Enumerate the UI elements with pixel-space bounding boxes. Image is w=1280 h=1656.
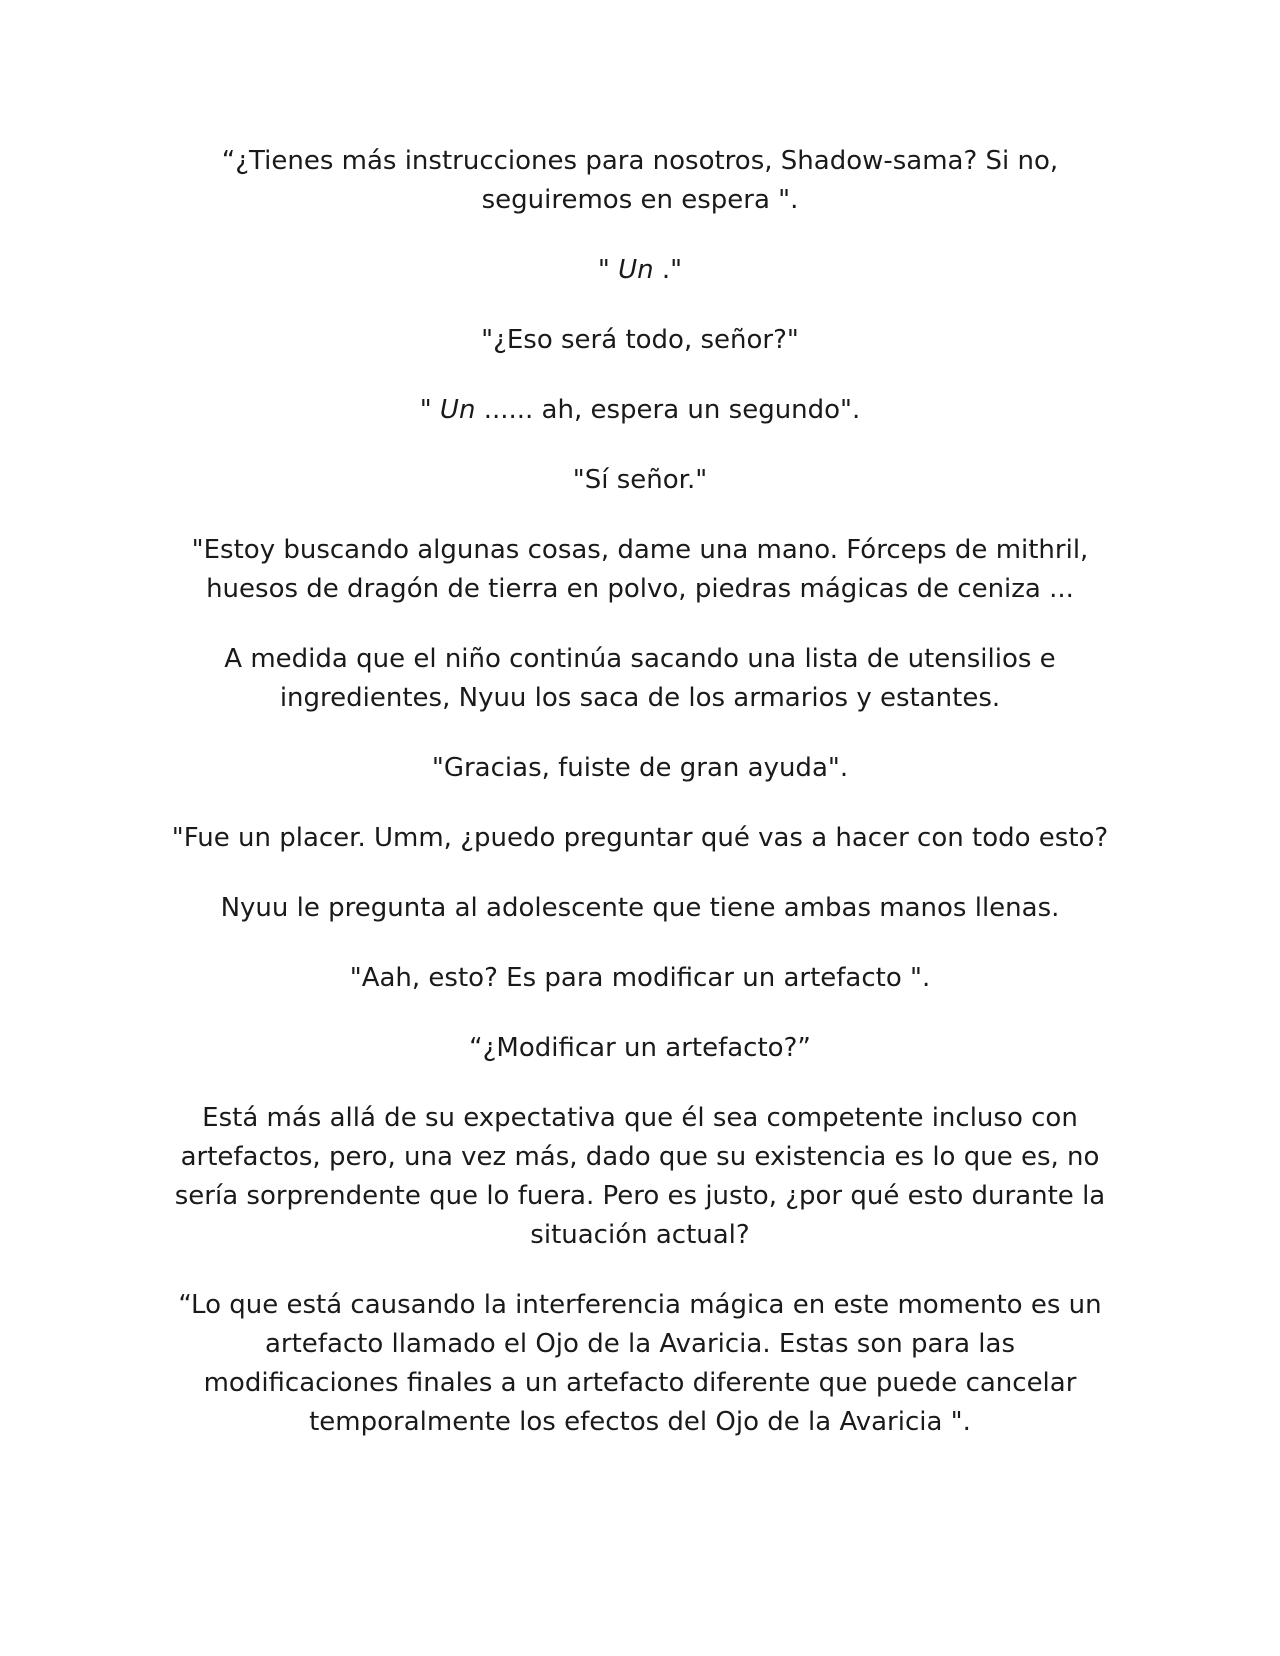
italic-word: Un [618,255,654,285]
paragraph-13: Está más allá de su expectativa que él sea competente incluso con artefactos, pero, una vez más, dado que su existencia es lo que es, no sería sorprendente que lo fuera. Pero es justo, ¿por qué esto durante la situación actual? [174,1103,1106,1250]
paragraph-8: "Gracias, fuiste de gran ayuda". [431,753,849,783]
paragraph-10: Nyuu le pregunta al adolescente que tiene ambas manos llenas. [220,893,1060,923]
paragraph-4 [170,391,1110,430]
paragraph-7: A medida que el niño continúa sacando una lista de utensilios e ingredientes, Nyuu los saca de los armarios y estantes. [224,644,1056,713]
paragraph-1: “¿Tienes más instrucciones para nosotros, Shadow-sama? Si no, seguiremos en espera ". [221,146,1059,215]
quote-open: " [419,395,440,425]
paragraph-3: "¿Eso será todo, señor?" [481,325,799,355]
italic-word: Un [439,395,476,425]
paragraph-11: "Aah, esto? Es para modificar un artefacto ". [349,963,931,993]
paragraph-2 [170,251,1110,290]
paragraph-9: "Fue un placer. Umm, ¿puedo preguntar qué vas a hacer con todo esto? [171,823,1109,853]
paragraph-6: "Estoy buscando algunas cosas, dame una mano. Fórceps de mithril, huesos de dragón de tierra en polvo, piedras mágicas de ceniza ... [191,535,1089,604]
quote-open: " [597,255,619,285]
paragraph-14: “Lo que está causando la interferencia mágica en este momento es un artefacto llamado el Ojo de la Avaricia. Estas son para las modificaciones finales a un artefacto diferente que puede cancelar temporalmente los efectos del Ojo de la Avaricia ". [178,1290,1102,1437]
quote-close: ." [653,255,683,285]
paragraph-5: "Sí señor." [572,465,708,495]
paragraph-12: “¿Modificar un artefacto?” [469,1033,811,1063]
quote-close: ...... ah, espera un segundo". [475,395,861,425]
